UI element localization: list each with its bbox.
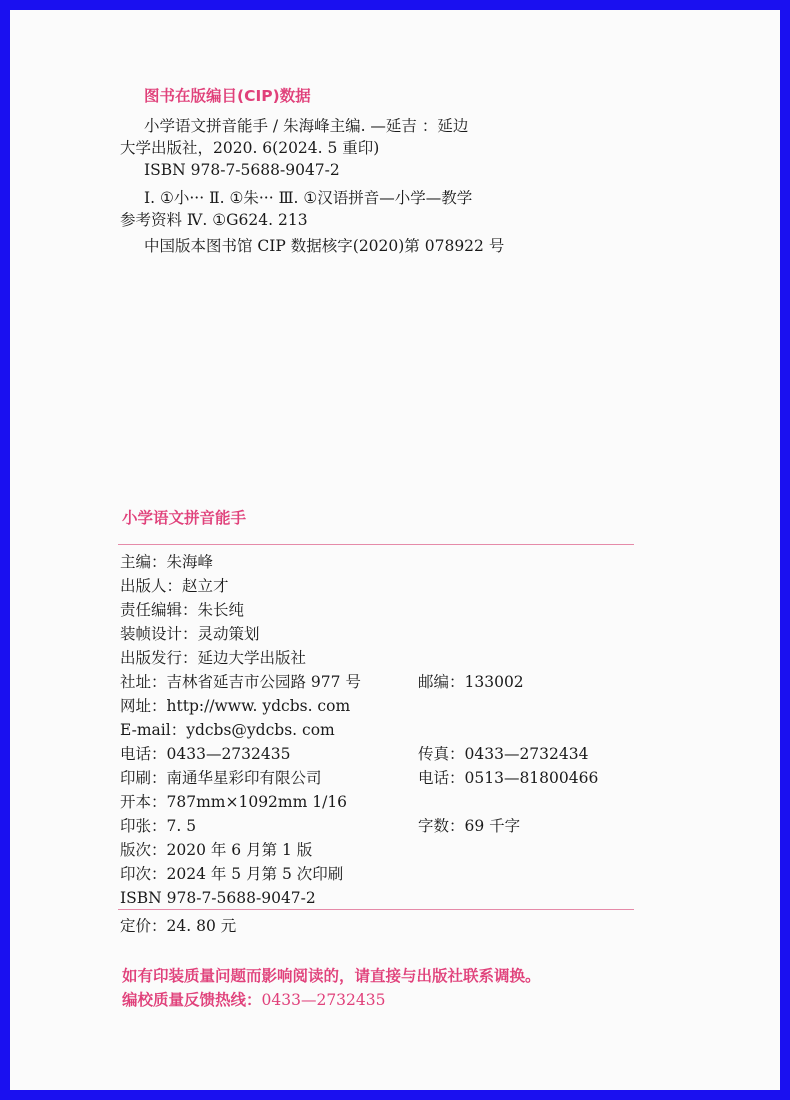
publisher-person: 出版人：赵立才 — [120, 577, 229, 595]
distributor: 出版发行：延边大学出版社 — [120, 649, 307, 667]
website: 网址：http://www. ydcbs. com — [120, 697, 351, 715]
quality-notice: 如有印装质量问题而影响阅读的，请直接与出版社联系调换。 — [122, 967, 541, 985]
edition: 版次：2020 年 6 月第 1 版 — [120, 841, 313, 859]
book-title: 小学语文拼音能手 — [122, 509, 247, 527]
cip-line-6: 中国版本图书馆 CIP 数据核字(2020)第 078922 号 — [144, 237, 505, 255]
word-count: 字数：69 千字 — [418, 817, 521, 835]
cip-line-4: Ⅰ. ①小··· Ⅱ. ①朱··· Ⅲ. ①汉语拼音—小学—教学 — [144, 189, 473, 207]
address: 社址：吉林省延吉市公园路 977 号 — [120, 673, 361, 691]
cip-line-3: ISBN 978-7-5688-9047-2 — [144, 161, 340, 179]
sheets: 印张：7. 5 — [120, 817, 197, 835]
phone: 电话：0433—2732435 — [120, 745, 291, 763]
responsible-editor: 责任编辑：朱长纯 — [120, 601, 245, 619]
email: E-mail：ydcbs@ydcbs. com — [120, 721, 335, 739]
cip-line-1: 小学语文拼音能手 / 朱海峰主编. —延吉 ：延边 — [144, 117, 469, 135]
design: 装帧设计：灵动策划 — [120, 625, 260, 643]
cip-line-5: 参考资料 Ⅳ. ①G624. 213 — [120, 211, 308, 229]
top-divider — [118, 544, 634, 545]
bottom-divider — [118, 909, 634, 910]
hotline-number: 0433—2732435 — [261, 991, 386, 1009]
price: 定价：24. 80 元 — [120, 917, 237, 935]
cip-title: 图书在版编目(CIP)数据 — [144, 87, 311, 105]
hotline-label: 编校质量反馈热线： — [122, 991, 262, 1009]
printing: 印次：2024 年 5 月第 5 次印刷 — [120, 865, 344, 883]
fax: 传真：0433—2732434 — [418, 745, 589, 763]
cip-line-2: 大学出版社，2020. 6(2024. 5 重印) — [120, 139, 380, 157]
printer-phone: 电话：0513—81800466 — [418, 769, 599, 787]
hotline — [122, 990, 386, 1010]
format: 开本：787mm×1092mm 1/16 — [120, 793, 348, 811]
printer: 印刷：南通华星彩印有限公司 — [120, 769, 322, 787]
postcode: 邮编：133002 — [418, 673, 524, 691]
editor: 主编：朱海峰 — [120, 553, 214, 571]
isbn: ISBN 978-7-5688-9047-2 — [120, 889, 316, 907]
copyright-page — [10, 10, 780, 1090]
